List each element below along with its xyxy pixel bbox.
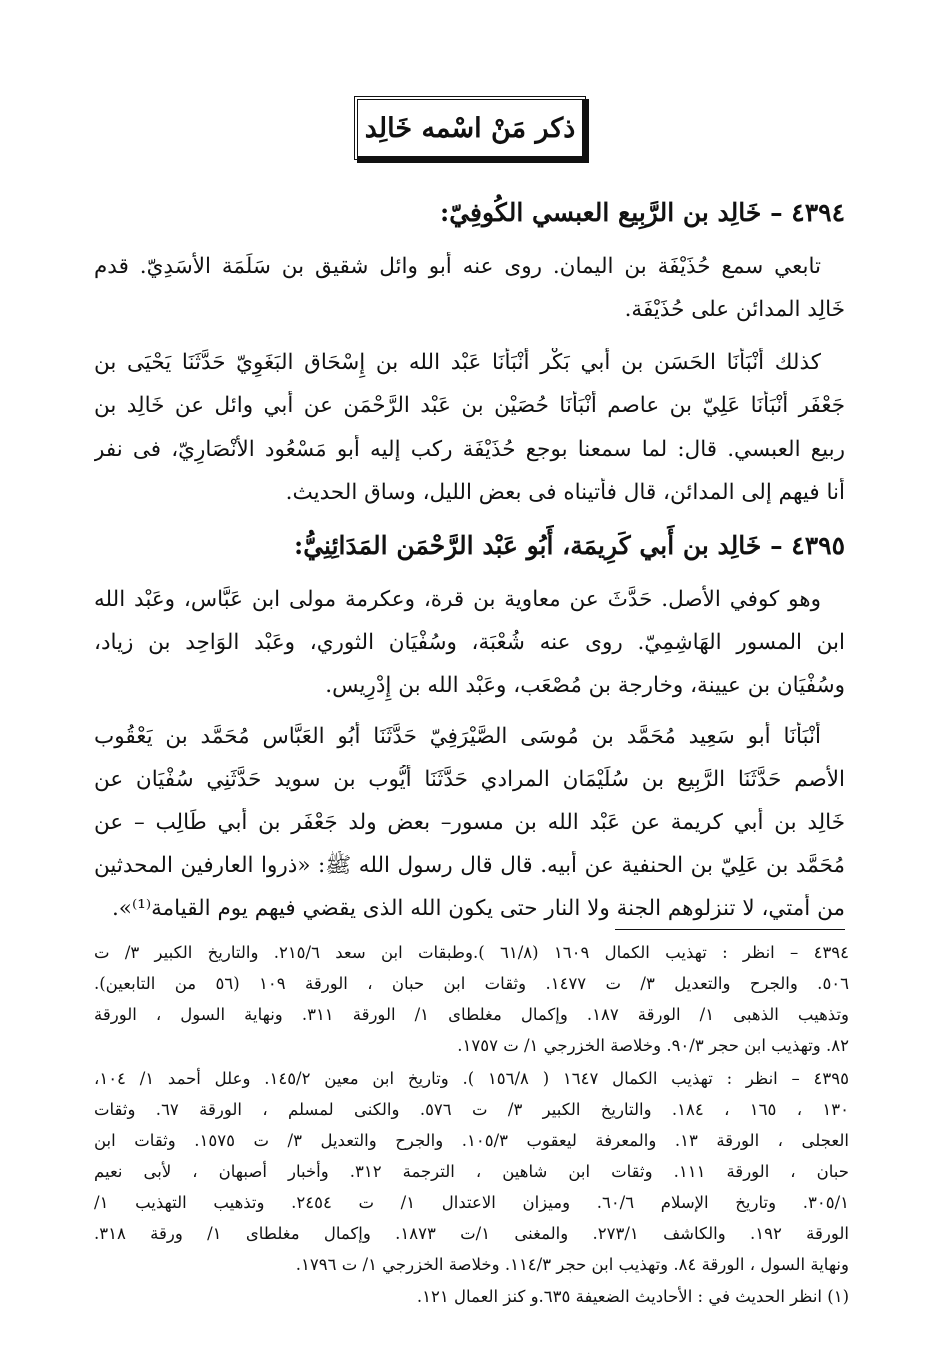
footnote-line: وتذهيب الذهبى ١/ الورقة ١٨٧. وإكمال مغلطاى ١/ الورقة ٣١١. ونهاية السول ، الورقة — [94, 1005, 849, 1024]
footnote-line: ٥٠٦. والجرح والتعديل ٣/ ت ١٤٧٧. وثقات ابن حبان ، الورقة ١٠٩ (٥٦ من التابعين). — [94, 974, 849, 993]
entry-heading: ٤٣٩٤ – خَالِد بن الرَّبِيع العبسي الكُوفِيّ: — [439, 198, 845, 227]
text-line: تابعي سمع حُذَيْفَة بن اليمان. روى عنه أَبو وائل شقيق بن سَلَمَة الأَسَدِيّ. قدم — [94, 254, 821, 279]
entry-heading: ٤٣٩٥ – خَالِد بن أَبي كَرِيمَة، أَبُو عَبْد الرَّحْمَن المَدَائِنِيُّ: — [293, 531, 845, 560]
chapter-title-frame — [354, 96, 586, 160]
text-line: كذلك أَنْبَأَنَا الحَسَن بن أَبي بَكْر أَنْبَأَنَا عَبْد الله بن إِسْحَاق البَغَوِيّ حَدَّثَنَا يَحْيَى بن — [94, 350, 821, 375]
footnote-line: ٤٣٩٥ – انظر : تهذيب الكمال ١٦٤٧ ( ١٥٦/٨ ). وتاريخ ابن معين ١٤٥/٢. وعلل أحمد ١/ ١٠٤، — [94, 1069, 849, 1088]
footnote-line: ١٣٠ ، ١٦٥ ، ١٨٤. والتاريخ الكبير ٣/ ت ٥٧٦. والكنى لمسلم ، الورقة ٦٧. وثقات — [94, 1100, 849, 1119]
text-line: مُحَمَّد بن عَلِيّ بن الحنفية عن أبيه. قال قال رسول الله ﷺ: «ذروا العارفين المحدثين — [94, 853, 845, 878]
text-line: وهو كوفي الأصل. حَدَّثَ عن معاوية بن قرة، وعكرمة مولى ابن عَبَّاس، وعَبْد الله — [94, 587, 821, 612]
text-line: خَالِد المدائن على حُذَيْفَة. — [624, 297, 845, 322]
text-line: وسُفْيَان بن عيينة، وخارجة بن مُصْعَب، وعَبْد الله بن إِدْرِيس. — [325, 673, 845, 698]
footnote-line: ونهاية السول ، الورقة ٨٤. وتهذيب ابن حجر ١١٤/٣. وخلاصة الخزرجي ١/ ت ١٧٩٦. — [295, 1255, 849, 1274]
footnote-separator — [615, 929, 845, 930]
text-line: ابن المسور الهَاشِمِيّ. روى عنه شُعْبَة، وسُفْيَان الثوري، وعَبْد الوَاحِد بن زياد، — [94, 630, 845, 655]
chapter-title: ذكر مَنْ اسْمه خَالِد — [364, 112, 576, 144]
footnote-line: ٤٣٩٤ – انظر : تهذيب الكمال ١٦٠٩ (٦١/٨ ).وطبقات ابن سعد ٢١٥/٦. والتاريخ الكبير ٣/ ت — [94, 943, 849, 962]
text-line: ربيع العبسي. قال: لما سمعنا بوجع حُذَيْفَة ركب إليه أَبو مَسْعُود الأَنْصَارِيّ، فى نفر — [94, 437, 845, 462]
text-line: جَعْفَر أَنْبَأَنَا عَلِيّ بن عاصم أَنْبَأَنَا حُصَيْن بن عَبْد الرَّحْمَن عن أَبي وائل عن خَالِد بن — [94, 393, 845, 418]
footnote-line: حبان ، الورقة ١١١. وثقات ابن شاهين ، الترجمة ٣١٢. وأخبار أصبهان ، لأبى نعيم — [94, 1162, 849, 1181]
footnote-line: ٨٢. وتهذيب ابن حجر ٩٠/٣. وخلاصة الخزرجي ١/ ت ١٧٥٧. — [457, 1036, 849, 1055]
text-line: من أمتي، لا تنزلوهم الجنة ولا النار حتى يكون الله الذى يقضي فيهم يوم القيامة⁽¹⁾». — [111, 896, 845, 921]
text-line: أَنْبَأَنَا أَبو سَعِيد مُحَمَّد بن مُوسَى الصَّيْرَفِيّ حَدَّثَنَا أَبُو العَبَّاس مُحَمَّد بن يَعْقُوب — [94, 724, 821, 749]
footnote-line: (١) انظر الحديث في : الأحاديث الضعيفة ٦٣٥.و كنز العمال ١٢١. — [416, 1287, 849, 1306]
footnote-line: العجلى ، الورقة ١٣. والمعرفة ليعقوب ١٠٥/٣. والجرح والتعديل ٣/ ت ١٥٧٥. وثقات ابن — [94, 1131, 849, 1150]
text-line: الأصم حَدَّثَنَا الرَّبِيع بن سُلَيْمَان المرادي حَدَّثَنَا أَيُّوب بن سويد حَدَّثَنِي سُفْيَان عن — [94, 767, 845, 792]
text-line: خَالِد بن أَبي كريمة عن عَبْد الله بن مسور– بعض ولد جَعْفَر بن أَبي طَالِب – عن — [94, 810, 845, 835]
text-line: أنا فيهم إلى المدائن، قال فأتيناه فى بعض الليل، وساق الحديث. — [285, 480, 845, 505]
footnote-line: الورقة ١٩٢. والكاشف ٢٧٣/١. والمغنى ١/ت ١٨٧٣. وإكمال مغلطاى ١/ ورقة ٣١٨. — [94, 1224, 849, 1243]
footnote-line: ٣٠٥/١. وتاريخ الإسلام ٦٠/٦. وميزان الاعتدال ١/ ت ٢٤٥٤. وتذهيب التهذيب ١/ — [94, 1193, 849, 1212]
